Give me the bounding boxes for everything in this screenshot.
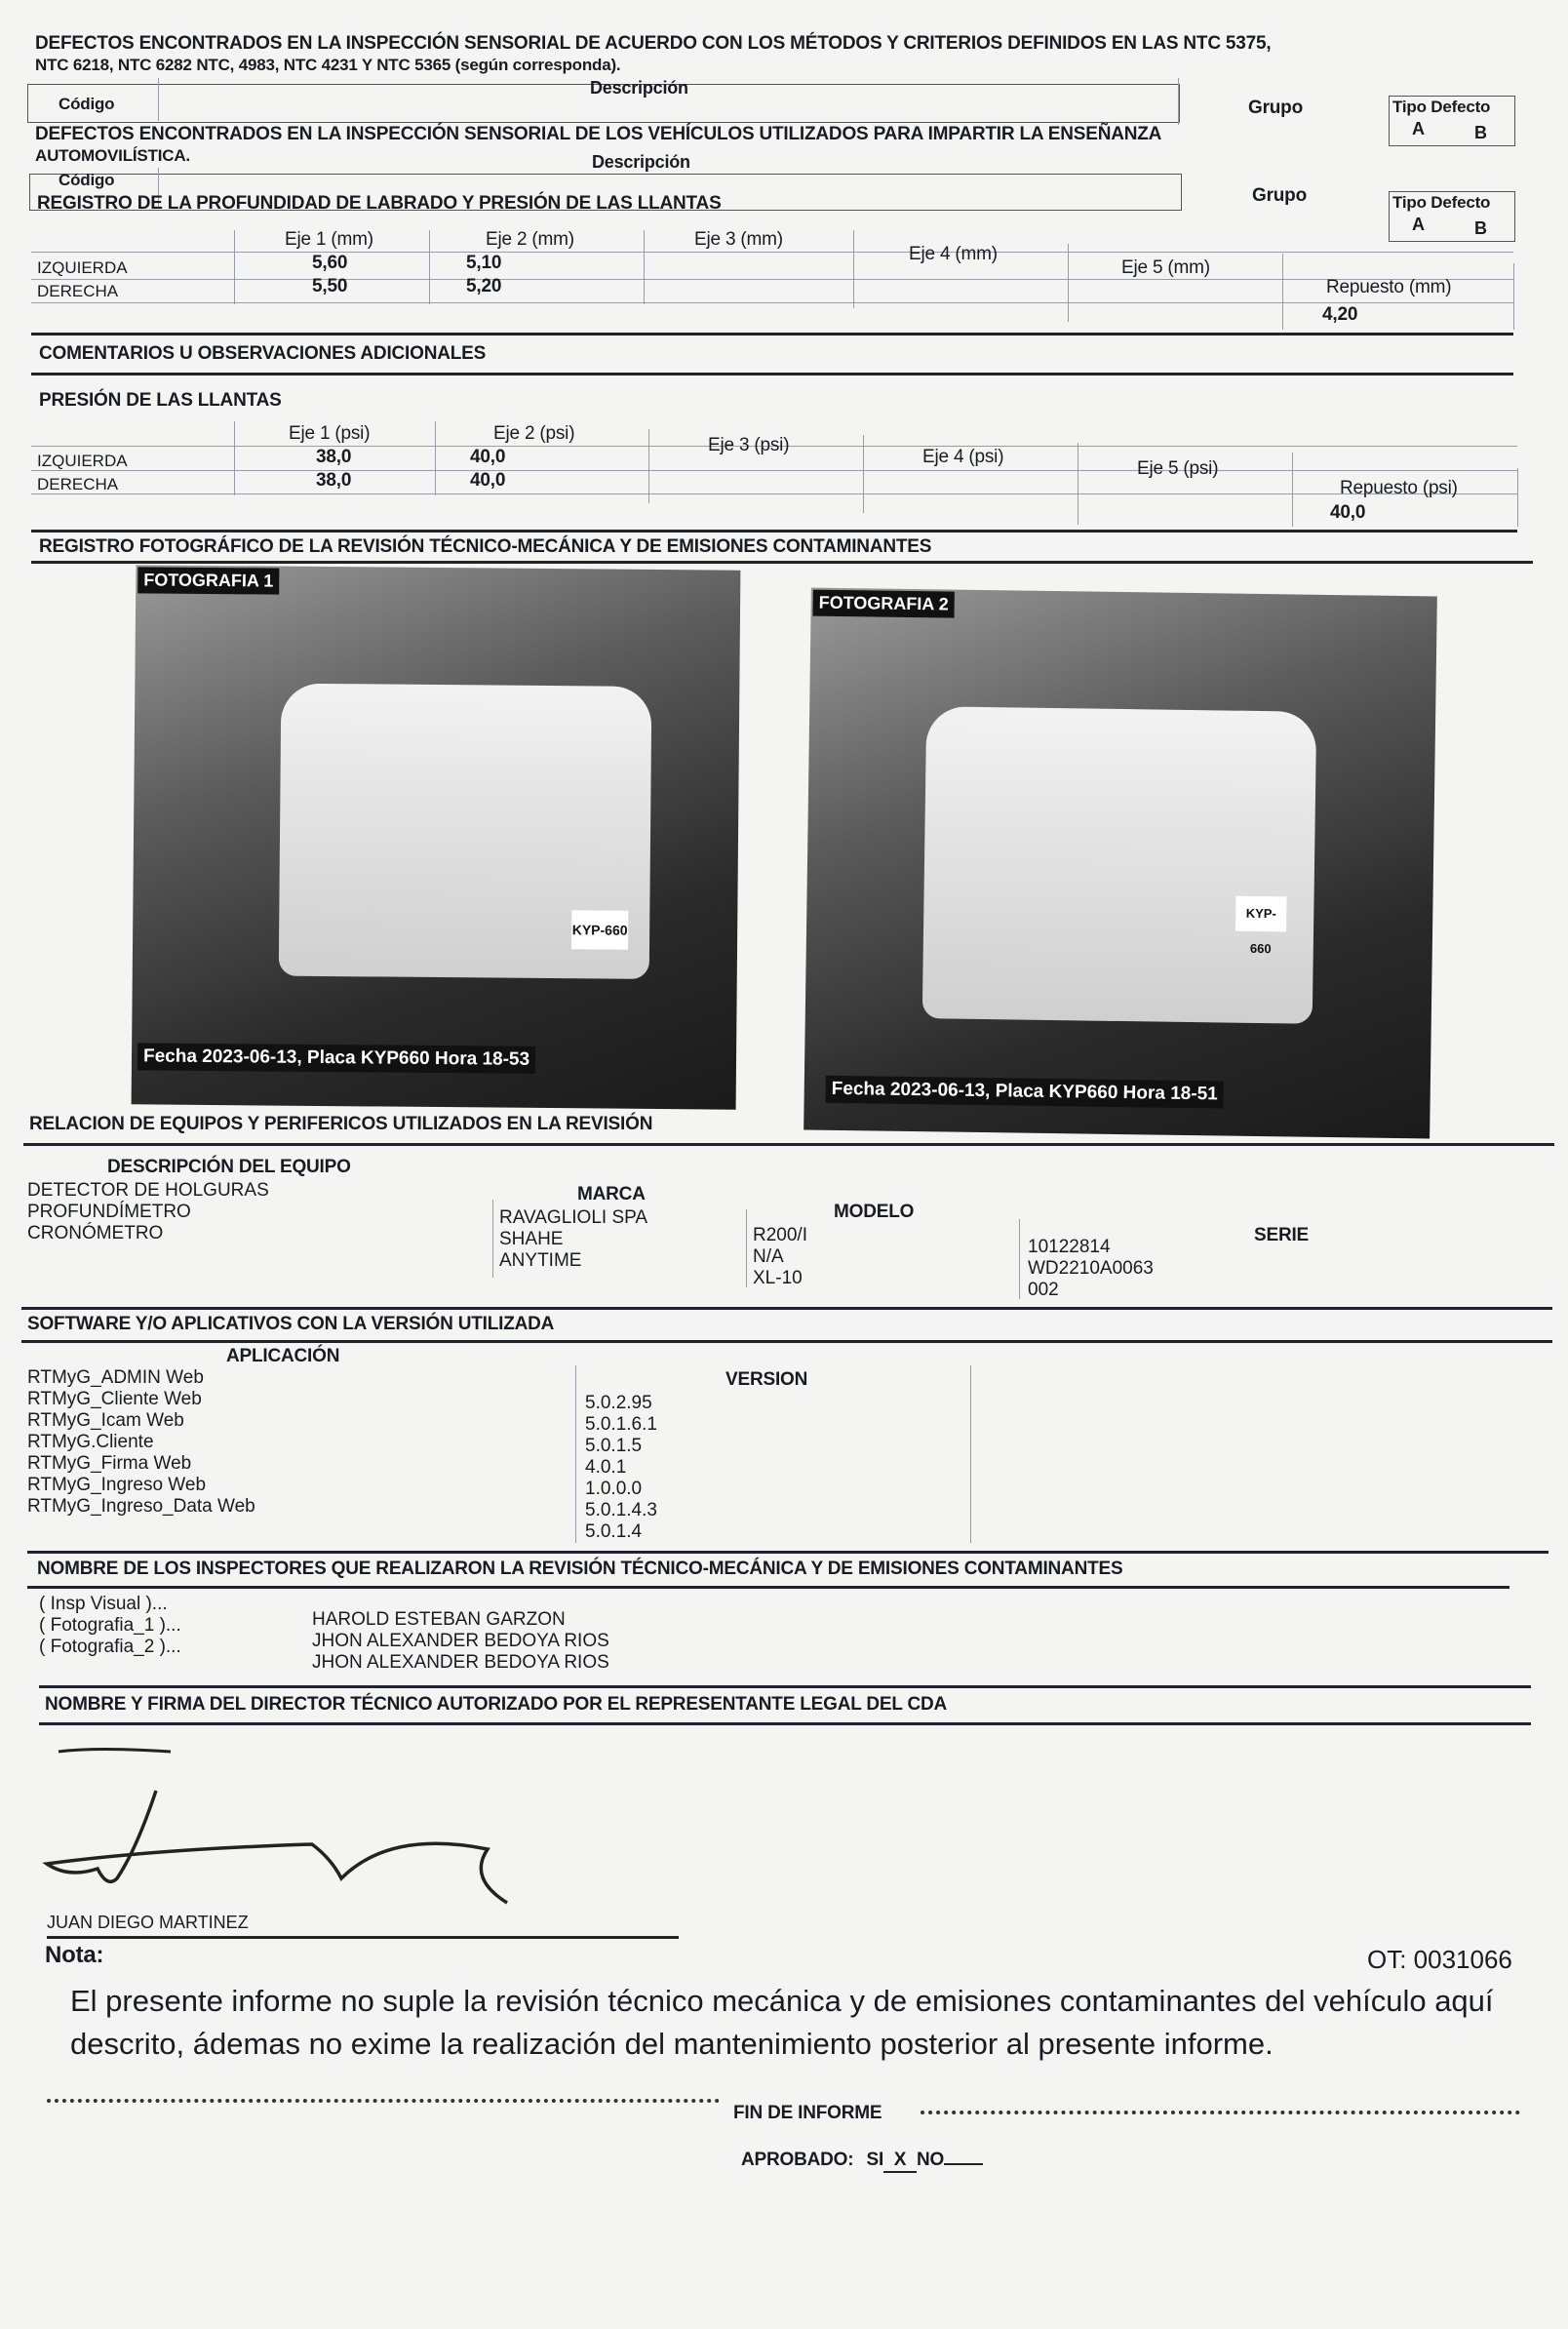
inspectores-roles: [39, 1594, 181, 1658]
divider: [31, 333, 1513, 336]
si-mark: X: [883, 2150, 917, 2173]
director-title: NOMBRE Y FIRMA DEL DIRECTOR TÉCNICO AUTORIZADO POR EL REPRESENTANTE LEGAL DEL CDA: [45, 1694, 948, 1715]
photo-1: [132, 565, 741, 1109]
equipos-descripciones: [27, 1180, 269, 1244]
divider: [39, 1722, 1531, 1725]
software-app: RTMyG_Icam Web: [27, 1410, 184, 1431]
col-codigo: Código: [59, 171, 115, 189]
photo-caption: Fecha 2023-06-13, Placa KYP660 Hora 18-53: [137, 1043, 535, 1074]
labrado-header-eje2: Eje 2 (mm): [486, 229, 574, 250]
photo-2: [804, 588, 1437, 1139]
presion-title: PRESIÓN DE LAS LLANTAS: [39, 390, 282, 411]
divider-right: [921, 2111, 1520, 2114]
presion-cell: 38,0: [316, 447, 352, 467]
aprobado-field: [741, 2146, 983, 2173]
equipo-marca: ANYTIME: [499, 1250, 582, 1271]
col-tipo-defecto: Tipo Defecto: [1392, 98, 1491, 116]
equipo-serie: 002: [1028, 1280, 1059, 1300]
equipo-modelo: XL-10: [753, 1268, 803, 1288]
col-descripcion-equipo: DESCRIPCIÓN DEL EQUIPO: [107, 1157, 351, 1177]
comentarios-title: COMENTARIOS U OBSERVACIONES ADICIONALES: [39, 343, 487, 364]
equipo-descripcion: DETECTOR DE HOLGURAS: [27, 1180, 269, 1201]
software-app: RTMyG_Cliente Web: [27, 1389, 202, 1409]
defects-sensorial-title: DEFECTOS ENCONTRADOS EN LA INSPECCIÓN SENSORIAL DE ACUERDO CON LOS MÉTODOS Y CRITERIOS DEFINIDOS EN LAS NTC 5375,: [35, 33, 1272, 54]
labrado-header-eje3: Eje 3 (mm): [694, 229, 783, 250]
equipo-modelo: R200/I: [753, 1225, 807, 1245]
equipos-marcas: [499, 1207, 647, 1272]
divider: [31, 373, 1513, 375]
equipos-series: [1028, 1237, 1154, 1301]
defects-ensenanza-title-line2: AUTOMOVILÍSTICA.: [35, 146, 190, 165]
labrado-repuesto-value: 4,20: [1322, 304, 1358, 325]
defects-ensenanza-title: DEFECTOS ENCONTRADOS EN LA INSPECCIÓN SENSORIAL DE LOS VEHÍCULOS UTILIZADOS PARA IMPARTIR LA ENSEÑANZA: [35, 124, 1162, 144]
software-app: RTMyG_Ingreso_Data Web: [27, 1496, 255, 1517]
nota-text: El presente informe no suple la revisión técnico mecánica y de emisiones contaminantes del vehículo aquí descrito, ádemas no exime la realización del mantenimiento posterior al presente informe.: [70, 1984, 1494, 2061]
presion-cell: 40,0: [470, 447, 506, 467]
software-version: 5.0.2.95: [585, 1393, 652, 1413]
license-plate: KYP-660: [1235, 896, 1286, 932]
software-app: RTMyG.Cliente: [27, 1432, 154, 1452]
divider-left: [47, 2099, 720, 2103]
signature-line: [47, 1936, 679, 1939]
license-plate: KYP-660: [571, 910, 628, 950]
software-version: 5.0.1.6.1: [585, 1414, 657, 1435]
labrado-header-eje5: Eje 5 (mm): [1121, 257, 1210, 278]
software-version: 5.0.1.5: [585, 1436, 643, 1456]
presion-header-eje4: Eje 4 (psi): [922, 447, 1004, 467]
equipo-marca: RAVAGLIOLI SPA: [499, 1207, 648, 1228]
aprobado-label: APROBADO:: [741, 2150, 854, 2170]
labrado-title: REGISTRO DE LA PROFUNDIDAD DE LABRADO Y PRESIÓN DE LAS LLANTAS: [37, 193, 722, 214]
presion-repuesto-value: 40,0: [1330, 502, 1366, 523]
presion-header-eje5: Eje 5 (psi): [1137, 458, 1219, 479]
vehicle-image: [922, 706, 1316, 1024]
defects-sensorial-title-line2: NTC 6218, NTC 6282 NTC, 4983, NTC 4231 Y NTC 5365 (según corresponda).: [35, 56, 621, 74]
no-mark: [944, 2146, 983, 2165]
photo-tag: FOTOGRAFIA 1: [137, 567, 279, 594]
no-label: NO: [917, 2150, 945, 2170]
photo-caption: Fecha 2023-06-13, Placa KYP660 Hora 18-51: [826, 1076, 1224, 1109]
inspector-role: ( Insp Visual )...: [39, 1594, 168, 1614]
presion-cell: 38,0: [316, 470, 352, 491]
col-b: B: [1474, 123, 1487, 142]
software-apps: [27, 1367, 255, 1518]
divider: [31, 530, 1517, 533]
presion-header-repuesto: Repuesto (psi): [1340, 478, 1458, 498]
inspectores-title: NOMBRE DE LOS INSPECTORES QUE REALIZARON LA REVISIÓN TÉCNICO-MECÁNICA Y DE EMISIONES CONTAMINANTES: [37, 1559, 1123, 1579]
labrado-header-eje4: Eje 4 (mm): [909, 244, 998, 264]
director-name: JUAN DIEGO MARTINEZ: [47, 1913, 249, 1932]
fotos-title: REGISTRO FOTOGRÁFICO DE LA REVISIÓN TÉCNICO-MECÁNICA Y DE EMISIONES CONTAMINANTES: [39, 536, 932, 557]
presion-cell: 40,0: [470, 470, 506, 491]
col-grupo: Grupo: [1248, 98, 1303, 118]
col-serie: SERIE: [1254, 1225, 1310, 1245]
divider: [21, 1307, 1552, 1310]
col-tipo-defecto: Tipo Defecto: [1392, 193, 1491, 212]
software-app: RTMyG_ADMIN Web: [27, 1367, 204, 1388]
labrado-row-label: IZQUIERDA: [37, 258, 128, 277]
presion-header-eje2: Eje 2 (psi): [493, 423, 575, 444]
labrado-header-eje1: Eje 1 (mm): [285, 229, 373, 250]
labrado-cell: 5,20: [466, 276, 502, 296]
equipo-serie: WD2210A0063: [1028, 1258, 1154, 1279]
equipos-modelos: [753, 1225, 807, 1289]
divider: [23, 1143, 1554, 1146]
software-app: RTMyG_Firma Web: [27, 1453, 192, 1474]
col-marca: MARCA: [577, 1184, 646, 1204]
signature-image: [39, 1732, 527, 1908]
labrado-row-label: DERECHA: [37, 282, 119, 300]
col-b: B: [1474, 218, 1487, 238]
col-modelo: MODELO: [834, 1202, 915, 1222]
col-a: A: [1412, 119, 1425, 138]
software-version: 1.0.0.0: [585, 1479, 643, 1499]
equipo-marca: SHAHE: [499, 1229, 564, 1249]
col-aplicacion: APLICACIÓN: [226, 1346, 340, 1366]
divider: [27, 1586, 1509, 1589]
software-versions: [585, 1393, 657, 1543]
labrado-header-repuesto: Repuesto (mm): [1326, 277, 1452, 297]
labrado-cell: 5,10: [466, 253, 502, 273]
col-version: VERSION: [725, 1369, 808, 1390]
inspectores-names: [312, 1609, 609, 1674]
presion-row-label: IZQUIERDA: [37, 452, 128, 470]
inspector-name: HAROLD ESTEBAN GARZON: [312, 1609, 566, 1630]
labrado-cell: 5,50: [312, 276, 348, 296]
inspector-role: ( Fotografia_2 )...: [39, 1637, 181, 1657]
nota-label: Nota:: [45, 1942, 104, 1968]
fin-de-informe: FIN DE INFORME: [733, 2103, 882, 2123]
equipo-modelo: N/A: [753, 1246, 784, 1267]
equipo-descripcion: CRONÓMETRO: [27, 1223, 164, 1243]
presion-header-eje1: Eje 1 (psi): [289, 423, 371, 444]
divider: [31, 561, 1533, 564]
software-version: 4.0.1: [585, 1457, 627, 1478]
equipo-serie: 10122814: [1028, 1237, 1111, 1257]
presion-header-eje3: Eje 3 (psi): [708, 435, 790, 455]
software-version: 5.0.1.4: [585, 1521, 643, 1542]
ot-number: OT: 0031066: [1367, 1945, 1512, 1974]
labrado-cell: 5,60: [312, 253, 348, 273]
divider: [27, 1551, 1548, 1554]
software-app: RTMyG_Ingreso Web: [27, 1475, 207, 1495]
inspector-name: JHON ALEXANDER BEDOYA RIOS: [312, 1652, 609, 1673]
software-title: SOFTWARE Y/O APLICATIVOS CON LA VERSIÓN UTILIZADA: [27, 1314, 555, 1334]
col-codigo: Código: [59, 95, 115, 113]
inspector-name: JHON ALEXANDER BEDOYA RIOS: [312, 1631, 609, 1651]
col-a: A: [1412, 215, 1425, 234]
equipos-title: RELACION DE EQUIPOS Y PERIFERICOS UTILIZADOS EN LA REVISIÓN: [29, 1114, 653, 1134]
divider: [39, 1685, 1531, 1688]
software-version: 5.0.1.4.3: [585, 1500, 657, 1520]
equipo-descripcion: PROFUNDÍMETRO: [27, 1202, 191, 1222]
photo-tag: FOTOGRAFIA 2: [813, 590, 955, 618]
divider: [21, 1340, 1552, 1343]
presion-row-label: DERECHA: [37, 475, 119, 493]
inspector-role: ( Fotografia_1 )...: [39, 1615, 181, 1636]
col-grupo: Grupo: [1252, 185, 1307, 206]
si-label: SI: [866, 2150, 884, 2170]
col-descripcion: Descripción: [590, 78, 688, 98]
col-descripcion: Descripción: [592, 152, 690, 172]
